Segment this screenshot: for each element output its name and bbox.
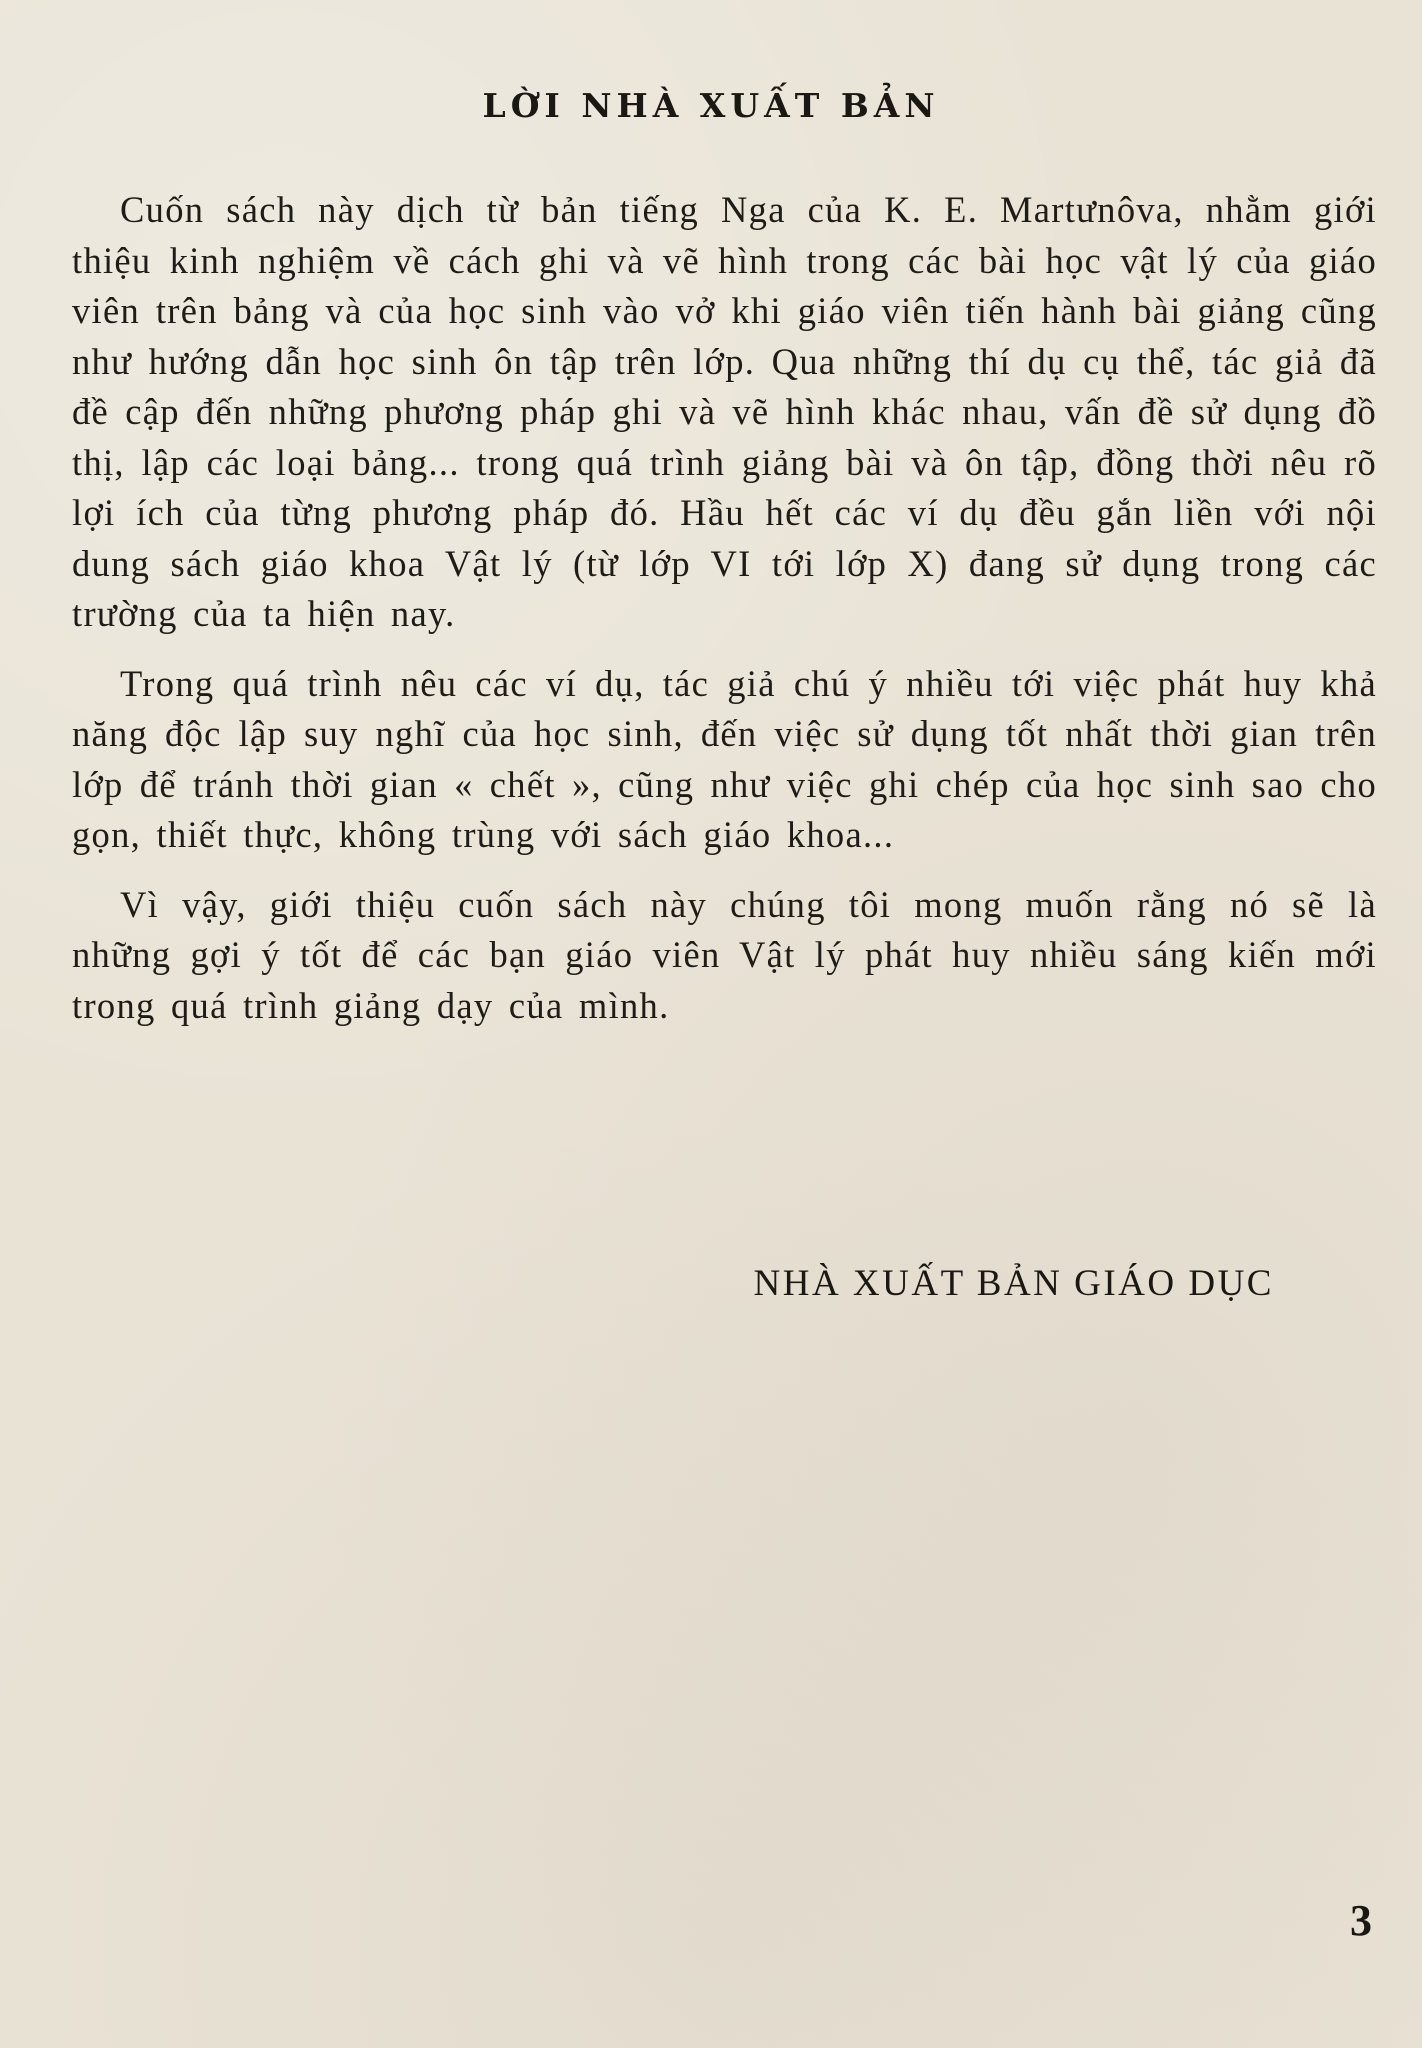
page-number: 3 [1350, 1896, 1372, 1945]
paragraph-3: Vì vậy, giới thiệu cuốn sách này chúng tôi mong muốn rằng nó sẽ là những gợi ý tốt để các bạn giáo viên Vật lý phát huy nhiều sáng kiến mới trong quá trình giảng dạy của mình. [72, 883, 1377, 1026]
paragraph-1: Cuốn sách này dịch từ bản tiếng Nga của K. E. Martưnôva, nhằm giới thiệu kinh nghiệm về cách ghi và vẽ hình trong các bài học vật lý của giáo viên trên bảng và của học sinh vào vở khi giáo viên tiến hành bài giảng cũng như hướng dẫn học sinh ôn tập trên lớp. Qua những thí dụ cụ thể, tác giả đã đề cập đến những phương pháp ghi và vẽ hình khác nhau, vấn đề sử dụng đồ thị, lập các loại bảng... trong quá trình giảng bài và ôn tập, đồng thời nêu rõ lợi ích của từng phương pháp đó. Hầu hết các ví dụ đều gắn liền với nội dung sách giáo khoa Vật lý (từ lớp VI tới lớp X) đang sử dụng trong các trường của ta hiện nay. [72, 189, 1377, 634]
paragraph-2: Trong quá trình nêu các ví dụ, tác giả chú ý nhiều tới việc phát huy khả năng độc lập suy nghĩ của học sinh, đến việc sử dụng tốt nhất thời gian trên lớp để tránh thời gian « chết », cũng như việc ghi chép của học sinh sao cho gọn, thiết thực, không trùng với sách giáo khoa... [72, 662, 1377, 855]
publisher-signature: NHÀ XUẤT BẢN GIÁO DỤC [753, 1263, 1274, 1304]
body-text [72, 185, 1377, 1050]
page-title: LỜI NHÀ XUẤT BẢN [482, 86, 940, 125]
